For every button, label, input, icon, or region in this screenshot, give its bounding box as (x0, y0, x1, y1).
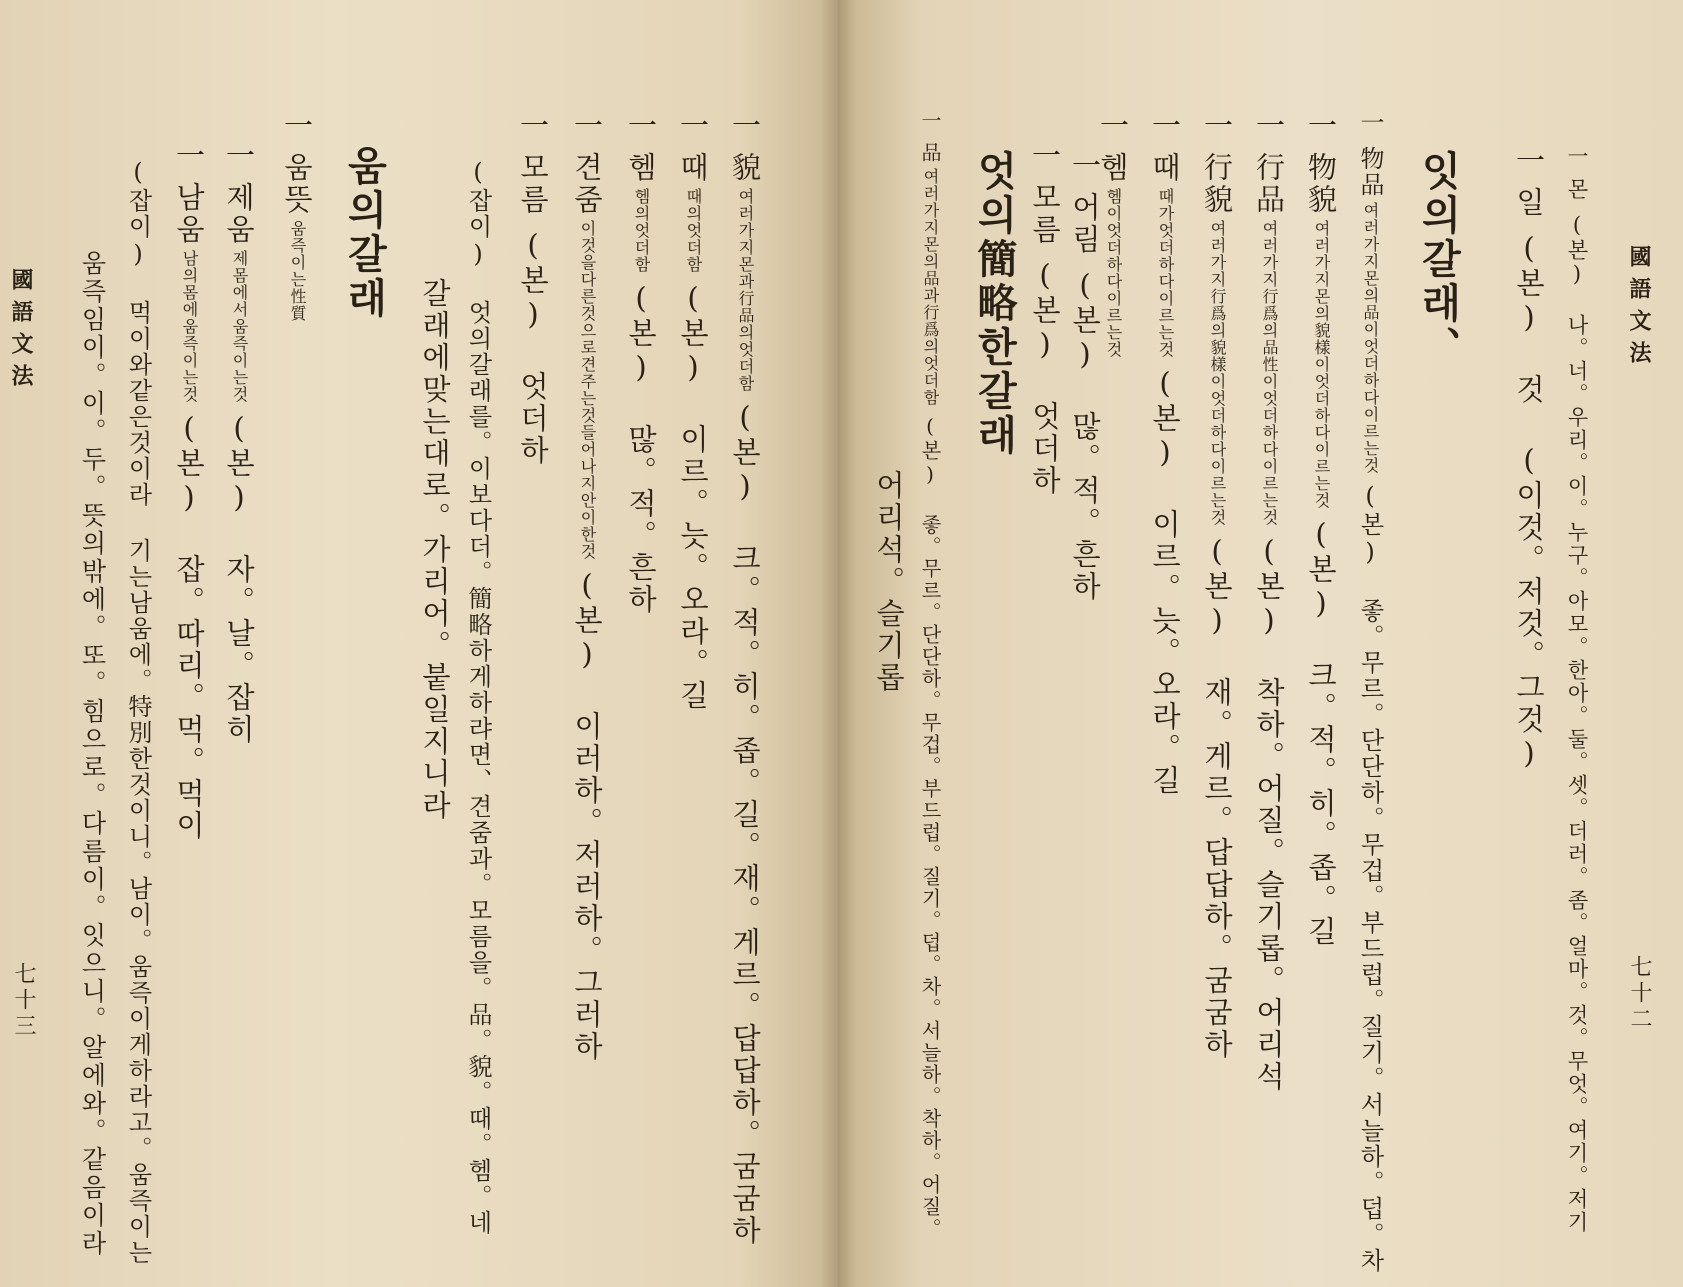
text-column: 어리석。슬기롭 (872, 470, 906, 694)
text-column: 一때때가엇더하다이르는것(본) 이르。늣。오라。길 (1148, 110, 1182, 797)
page-number: 七十二 (1627, 955, 1652, 1033)
section-heading: 잇의갈래、 (1415, 150, 1462, 370)
gutter-shadow (820, 0, 838, 1287)
text-column: 一物貌여러가지몬의貌樣이엇더하다이르는것(본) 크。적。히。좁。길 (1304, 110, 1338, 948)
text-column: 一貌여러가지몬과行品의엇더함(본) 크。적。히。좁。길。재。게르。답답하。굼굼하 (728, 110, 762, 1247)
text-column: 一行品여러가지行爲의品性이엇더하다이르는것(본) 착하。어질。슬기롭。어리석 (1252, 110, 1286, 1093)
text-column: (잡이) 엇의갈래를。이보다더。簡略하게하랴면、견줌과。모름을。品。貌。때。헴。네 (464, 158, 492, 1236)
right-page (838, 0, 1683, 1287)
text-column: 一때때의엇더함(본) 이르。늣。오라。길 (676, 110, 710, 712)
left-page (0, 0, 838, 1287)
section-heading: 움의갈래 (341, 145, 388, 321)
running-title: 國語文法 (8, 268, 34, 396)
running-title: 國語文法 (1626, 245, 1652, 373)
text-column: 一움뜻움즉이는性質 (280, 110, 314, 322)
text-column: 一어림(본) 많。적。흔하 (1068, 150, 1102, 603)
text-column: 움즉임이。이。두。뜻의밖에。또。힘으로。다름이。잇으니。알에와。같음이라 (78, 250, 107, 1258)
text-column: 一남움남의몸에움즉이는것(본) 잡。따리。먹。먹이 (172, 140, 206, 842)
text-column: (잡이) 먹이와같은것이라 기는남움에。特別한것이니。남이。움즉이게하라고。움즉이는 (124, 158, 152, 1266)
section-heading: 엇의簡略한갈래 (971, 150, 1018, 458)
gutter-shadow (838, 0, 856, 1287)
text-column: 一헴헴이엇더하다이르는것 (1096, 110, 1130, 358)
text-column: 一견줌이것을다른것으로견주는것들어나지안이한것(본) 이러하。저러하。그러하 (570, 110, 604, 1063)
text-column: 一모름(본) 엇더하 (1028, 140, 1062, 497)
text-column: 一몬(본) 나。너。우리。이。누구。아모。한아。둘。셋。더러。좀。얼마。것。무엇。여기。저기 (1565, 145, 1589, 1234)
page-number: 七十三 (11, 962, 36, 1040)
text-column: 一物品여러가지몬의品이엇더하다이르는것(본) 좋。무르。단단하。무겁。부드럽。질기。서늘하。덥。차 (1356, 110, 1384, 1274)
text-column: 一行貌여러가지行爲의貌樣이엇더하다이르는것(본) 재。게르。답답하。굼굼하 (1200, 110, 1234, 1061)
text-column: 一제움제몸에서움즉이는것(본) 자。날。잡히 (222, 140, 256, 746)
text-column: 一品여러가지몬의品과行爲의엇더함(본) 좋。무르。단단하。무겁。부드럽。질기。덥。차。서늘하。착하。어질。 (918, 110, 942, 1240)
text-column: 갈래에맞는대로。가리어。붙일지니라 (418, 278, 452, 822)
text-column: 一일(본) 것 (이것。저것。그것) (1512, 145, 1546, 773)
text-column: 一헴헴의엇더함(본) 많。적。흔하 (624, 110, 658, 616)
text-column: 一모름(본) 엇더하 (516, 110, 550, 467)
